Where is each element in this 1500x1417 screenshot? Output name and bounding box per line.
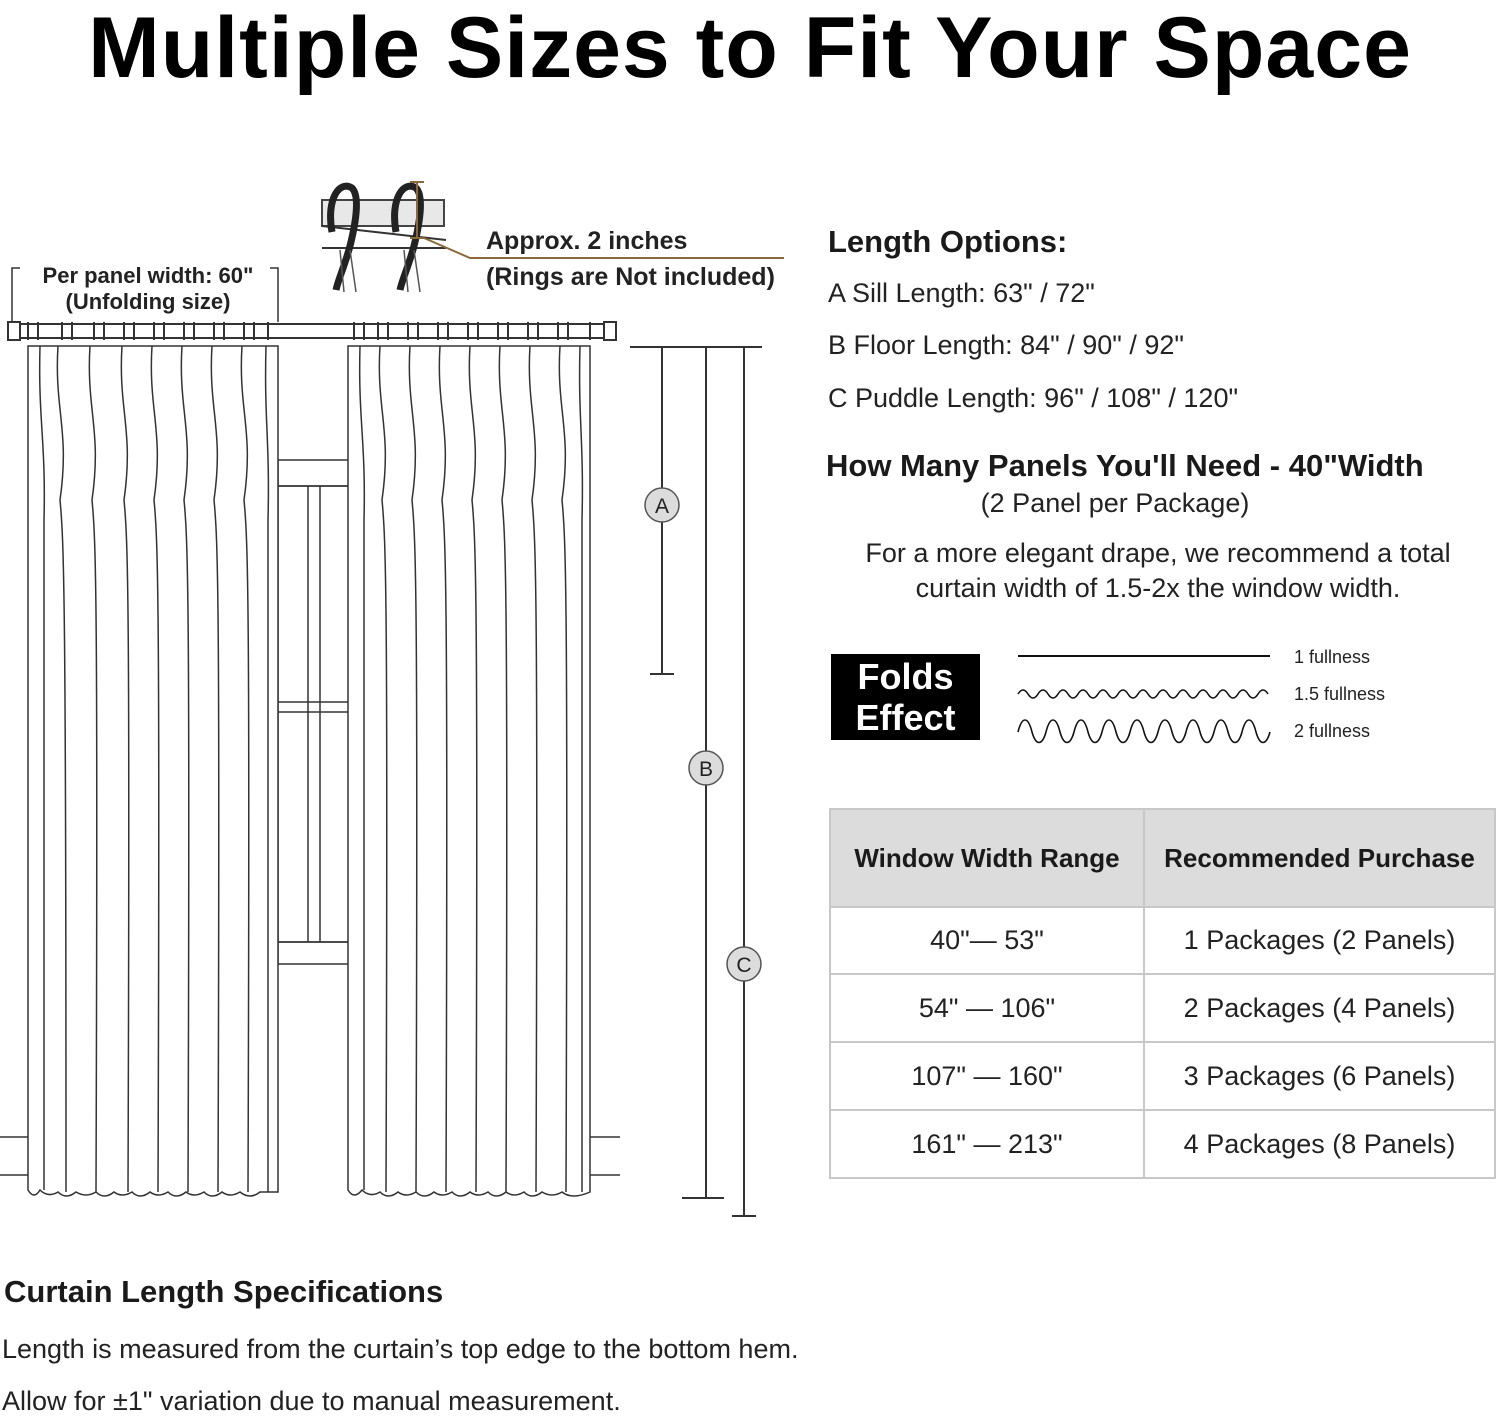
purchase-cell: 2 Packages (4 Panels)	[1144, 974, 1495, 1042]
fullness-label-2: 2 fullness	[1294, 721, 1371, 741]
panels-note-line2: curtain width of 1.5-2x the window width.	[915, 573, 1401, 603]
folds-effect-badge	[831, 654, 980, 740]
width-range-cell: 54" — 106"	[830, 974, 1144, 1042]
header-recommended-purchase: Recommended Purchase	[1144, 809, 1495, 907]
length-options-heading: Length Options:	[828, 224, 1068, 259]
left-curtain-panel	[28, 346, 278, 1196]
panels-heading: How Many Panels You'll Need - 40"Width	[826, 448, 1424, 483]
curtain-rod	[8, 322, 616, 340]
marker-c-label: C	[736, 954, 752, 977]
marker-c	[727, 947, 761, 981]
panel-width-line1: Per panel width: 60"	[42, 263, 254, 288]
fullness-label-1-5: 1.5 fullness	[1294, 684, 1386, 704]
fullness-label-1: 1 fullness	[1294, 647, 1371, 667]
table-header-row	[830, 809, 1495, 907]
specs-line-2: Allow for ±1" variation due to manual measurement.	[2, 1386, 621, 1416]
ring-note-line2: (Rings are Not included)	[486, 263, 775, 291]
ring-note	[486, 223, 775, 295]
fullness-line-2	[1018, 720, 1270, 743]
fullness-lines	[1014, 644, 1276, 748]
table-row	[830, 1042, 1495, 1110]
marker-b	[689, 751, 723, 785]
page-title: Multiple Sizes to Fit Your Space	[88, 0, 1412, 96]
purchase-cell: 1 Packages (2 Panels)	[1144, 907, 1495, 974]
purchase-table	[829, 808, 1496, 1179]
specs-heading: Curtain Length Specifications	[4, 1274, 444, 1309]
length-option-c: C Puddle Length: 96" / 108" / 120"	[828, 383, 1239, 413]
purchase-cell: 3 Packages (6 Panels)	[1144, 1042, 1495, 1110]
width-range-cell: 107" — 160"	[830, 1042, 1144, 1110]
fullness-line-1-5	[1018, 690, 1268, 698]
panels-note-line1: For a more elegant drape, we recommend a total	[865, 538, 1451, 568]
marker-b-label: B	[698, 758, 714, 781]
length-option-a: A Sill Length: 63" / 72"	[828, 278, 1095, 308]
marker-a	[645, 488, 679, 522]
purchase-cell: 4 Packages (8 Panels)	[1144, 1110, 1495, 1178]
width-range-cell: 40"— 53"	[830, 907, 1144, 974]
header-window-width: Window Width Range	[830, 809, 1144, 907]
panels-subheading: (2 Panel per Package)	[980, 488, 1250, 518]
width-range-cell: 161" — 213"	[830, 1110, 1144, 1178]
table-row	[830, 907, 1495, 974]
panel-width-line2: (Unfolding size)	[65, 289, 231, 314]
folds-label-line2: Effect	[855, 697, 956, 738]
table-row	[830, 1110, 1495, 1178]
ring-note-line1: Approx. 2 inches	[486, 227, 688, 255]
table-row	[830, 974, 1495, 1042]
right-curtain-panel	[348, 346, 590, 1196]
specs-line-1: Length is measured from the curtain’s top edge to the bottom hem.	[2, 1334, 799, 1364]
length-option-b: B Floor Length: 84" / 90" / 92"	[828, 330, 1184, 360]
panel-width-label	[20, 263, 276, 315]
marker-a-label: A	[654, 495, 670, 518]
folds-label-line1: Folds	[857, 656, 954, 697]
